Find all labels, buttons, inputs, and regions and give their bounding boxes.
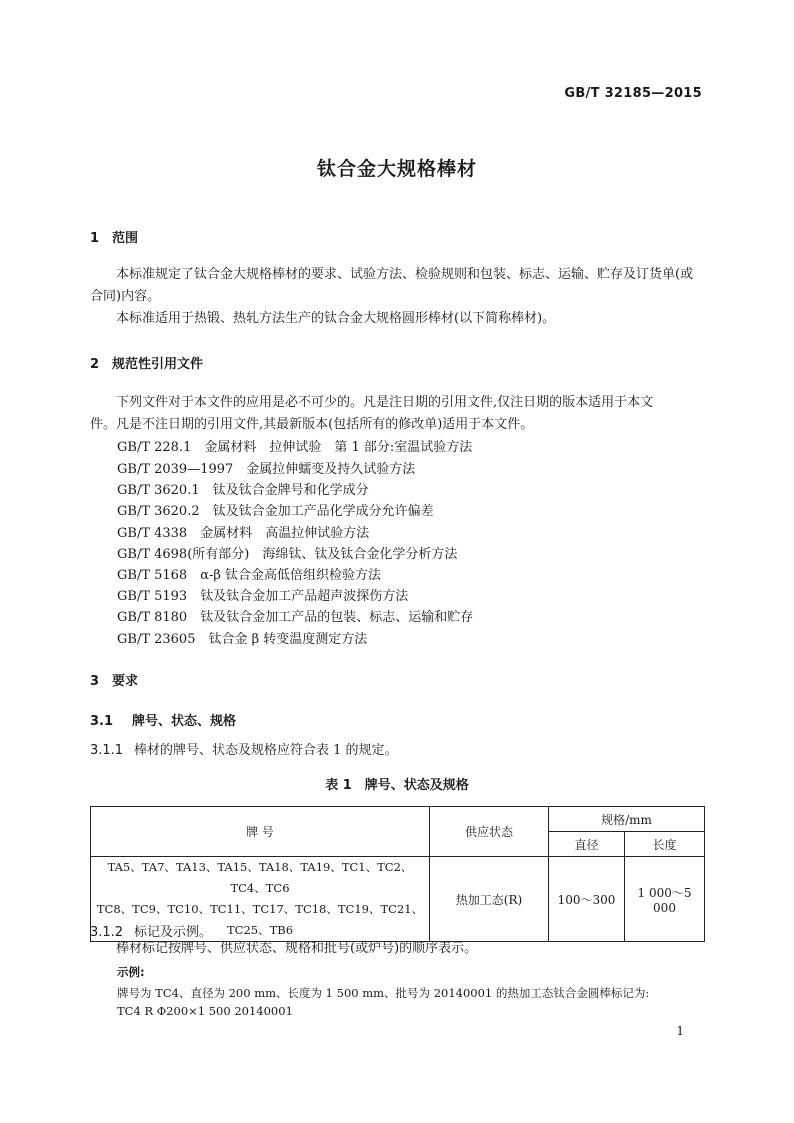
section-number: 1 (90, 231, 100, 246)
page-number: 1 (676, 1024, 684, 1038)
reference-item: GB/T 23605 钛合金 β 转变温度测定方法 (117, 632, 368, 647)
example-line-1: 牌号为 TC4、直径为 200 mm、长度为 1 500 mm、批号为 20140001 的热加工态钛合金圆棒标记为: (117, 986, 650, 1000)
header-state: 供应状态 (430, 807, 549, 857)
example-label: 示例: (117, 965, 145, 979)
cell-state: 热加工态(R) (430, 857, 549, 942)
header-diameter: 直径 (549, 832, 625, 857)
section-2-heading (90, 353, 203, 372)
header-spec: 规格/mm (549, 807, 705, 832)
reference-item: GB/T 2039—1997 金属拉伸蠕变及持久试验方法 (117, 462, 416, 477)
section-1-para-1-line-1: 本标准规定了钛合金大规格棒材的要求、试验方法、检验规则和包装、标志、运输、贮存及订货单(或 (116, 267, 694, 282)
reference-item: GB/T 5193 钛及钛合金加工产品超声波探伤方法 (117, 589, 409, 604)
clause-3-1-1 (90, 739, 398, 758)
clause-3-1-2-text: 棒材标记按牌号、供应状态、规格和批号(或炉号)的顺序表示。 (116, 941, 478, 956)
cell-length: 1 000～5 000 (625, 857, 705, 942)
reference-item: GB/T 3620.1 钛及钛合金牌号和化学成分 (117, 483, 369, 498)
reference-item: GB/T 4338 金属材料 高温拉伸试验方法 (117, 526, 370, 541)
grade-line: TA5、TA7、TA13、TA15、TA18、TA19、TC1、TC2、TC4、TC6 (107, 860, 413, 895)
table-caption: 表 1 牌号、状态及规格 (325, 778, 469, 793)
standard-code: GB/T 32185—2015 (564, 86, 702, 101)
example-line-2: TC4 R Φ200×1 500 20140001 (117, 1004, 293, 1018)
reference-item: GB/T 3620.2 钛及钛合金加工产品化学成分允许偏差 (117, 504, 434, 519)
section-2-intro-line-1: 下列文件对于本文件的应用是必不可少的。凡是注日期的引用文件,仅注日期的版本适用于本文 (116, 395, 654, 410)
clause-number: 3.1.1 (90, 743, 124, 758)
subsection-number: 3.1 (90, 714, 114, 729)
cell-diameter: 100～300 (549, 857, 625, 942)
subsection-title: 牌号、状态、规格 (132, 714, 237, 729)
section-title: 范围 (112, 231, 139, 246)
clause-title: 标记及示例。 (134, 925, 213, 940)
document-title: 钛合金大规格棒材 (316, 158, 477, 180)
header-length: 长度 (625, 832, 705, 857)
section-number: 3 (90, 674, 100, 689)
grade-line: TC8、TC9、TC10、TC11、TC17、TC18、TC19、TC21、TC25、TB6 (96, 902, 424, 937)
clause-text: 棒材的牌号、状态及规格应符合表 1 的规定。 (134, 743, 398, 758)
section-title: 规范性引用文件 (112, 357, 204, 372)
section-1-heading (90, 227, 138, 246)
reference-item: GB/T 4698(所有部分) 海绵钛、钛及钛合金化学分析方法 (117, 547, 458, 562)
reference-item: GB/T 228.1 金属材料 拉伸试验 第 1 部分:室温试验方法 (117, 440, 473, 455)
section-number: 2 (90, 357, 100, 372)
section-1-para-2: 本标准适用于热锻、热轧方法生产的钛合金大规格圆形棒材(以下简称棒材)。 (116, 311, 556, 326)
section-1-para-1-line-2: 合同)内容。 (90, 289, 161, 304)
subsection-3-1-heading (90, 710, 236, 729)
clause-number: 3.1.2 (90, 925, 124, 940)
section-3-heading (90, 670, 138, 689)
reference-item: GB/T 8180 钛及钛合金加工产品的包装、标志、运输和贮存 (117, 610, 474, 625)
reference-item: GB/T 5168 α-β 钛合金高低倍组织检验方法 (117, 568, 382, 583)
section-2-intro-line-2: 件。凡是不注日期的引用文件,其最新版本(包括所有的修改单)适用于本文件。 (90, 417, 534, 432)
section-title: 要求 (112, 674, 139, 689)
header-grade: 牌 号 (91, 807, 430, 857)
